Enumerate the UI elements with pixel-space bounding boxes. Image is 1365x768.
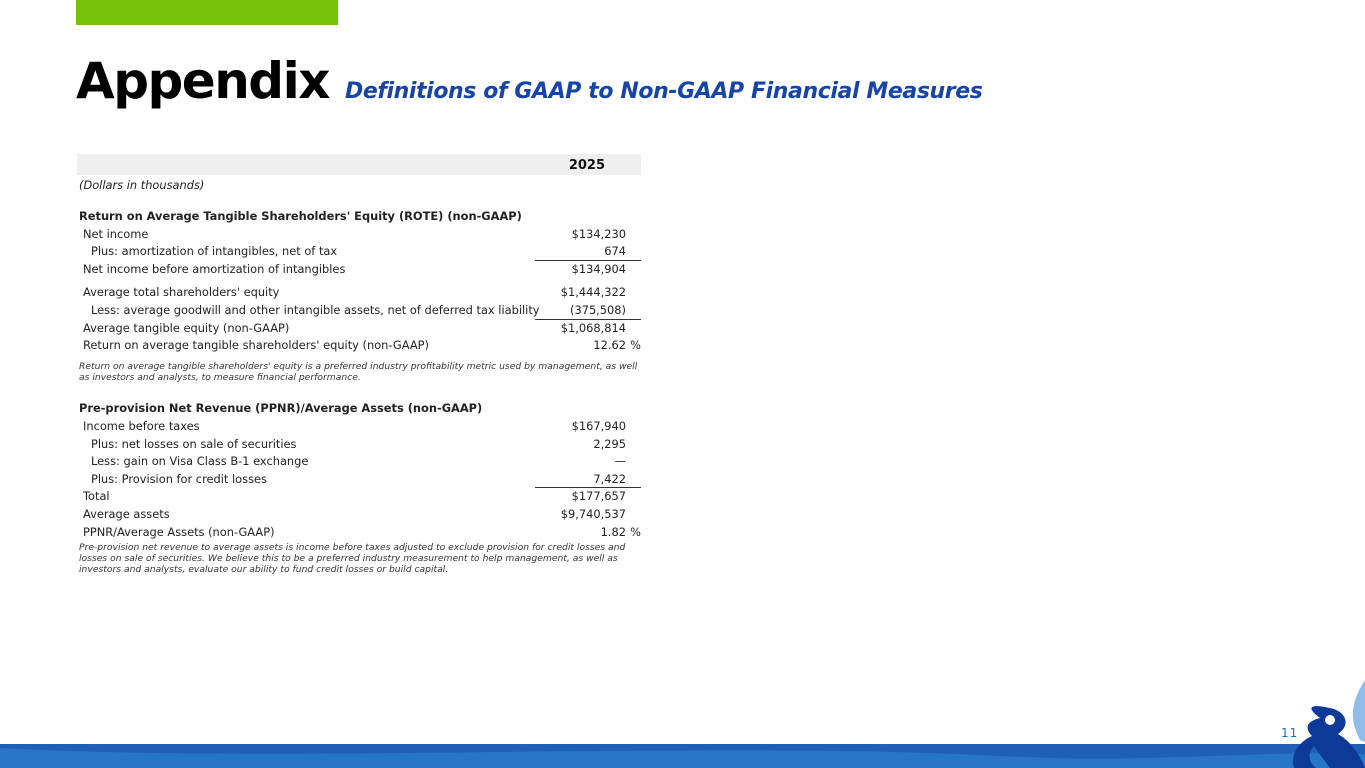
page-number: 11 xyxy=(1281,726,1299,740)
row-label: Net income xyxy=(83,226,149,241)
column-header-year: 2025 xyxy=(568,158,605,173)
units-note: (Dollars in thousands) xyxy=(79,178,205,192)
ppnr-heading: Pre-provision Net Revenue (PPNR)/Average Assets (non-GAAP) xyxy=(79,401,483,416)
row-value: — xyxy=(614,454,626,469)
row-label: Plus: net losses on sale of securities xyxy=(91,436,297,451)
row-value: $1,068,814 xyxy=(560,320,626,335)
table-row xyxy=(77,261,641,279)
accent-bar xyxy=(76,0,338,25)
row-label: Average tangible equity (non-GAAP) xyxy=(83,320,290,335)
title-subtitle: Definitions of GAAP to Non-GAAP Financial Measures xyxy=(344,79,983,104)
row-value: $1,444,322 xyxy=(560,285,626,300)
financial-table xyxy=(77,154,641,575)
table-row xyxy=(77,524,641,542)
ppnr-footnote: Pre-provision net revenue to average assets is income before taxes adjusted to exclude provision for credit losses and losses on sale of securities. We believe this to be a preferred industry measurement to help management, as well as investors and analysts, evaluate our ability to fund credit losses or build capital. xyxy=(79,542,626,575)
row-value: 1.82 xyxy=(600,524,626,539)
row-label: Plus: amortization of intangibles, net of tax xyxy=(91,244,338,259)
row-label: Income before taxes xyxy=(83,418,200,433)
row-value: 2,295 xyxy=(593,436,626,451)
ppnr-heading-row xyxy=(77,400,641,418)
row-label: Total xyxy=(83,489,110,504)
table-row xyxy=(77,226,641,244)
row-value: 674 xyxy=(604,244,626,259)
table-row xyxy=(77,506,641,524)
row-label: Less: average goodwill and other intangible assets, net of deferred tax liability xyxy=(91,302,540,317)
table-row xyxy=(77,488,641,506)
row-value: $167,940 xyxy=(571,418,626,433)
row-value: (375,508) xyxy=(570,302,626,317)
table-row xyxy=(77,337,641,355)
row-value: 12.62 xyxy=(593,338,626,353)
row-value: $134,904 xyxy=(571,261,626,276)
row-label: Less: gain on Visa Class B-1 exchange xyxy=(91,454,309,469)
row-label: PPNR/Average Assets (non-GAAP) xyxy=(83,524,275,539)
rote-heading-row xyxy=(77,208,641,226)
rote-footnote: Return on average tangible shareholders' equity is a preferred industry profitability metric used by management, as well as investors and analysts, to measure financial performance. xyxy=(79,360,638,383)
table-row xyxy=(77,243,641,261)
table-row xyxy=(77,302,641,320)
table-row xyxy=(77,320,641,338)
percent-sign: % xyxy=(630,338,641,353)
table-row xyxy=(77,284,641,302)
table-row xyxy=(77,453,641,471)
row-label: Average assets xyxy=(83,506,170,521)
page-title xyxy=(76,52,982,110)
column-header xyxy=(77,154,641,175)
title-main: Appendix xyxy=(76,52,329,110)
row-value: $177,657 xyxy=(571,489,626,504)
row-value: $9,740,537 xyxy=(560,506,626,521)
row-label: Return on average tangible shareholders' equity (non-GAAP) xyxy=(83,338,429,353)
percent-sign: % xyxy=(630,524,641,539)
table-row xyxy=(77,436,641,454)
table-row xyxy=(77,471,641,489)
brand-ampersand-icon xyxy=(1290,670,1365,768)
row-value: $134,230 xyxy=(571,226,626,241)
row-value: 7,422 xyxy=(593,471,626,486)
row-label: Net income before amortization of intangibles xyxy=(83,261,346,276)
row-label: Plus: Provision for credit losses xyxy=(91,471,267,486)
footer-band xyxy=(0,744,1365,768)
table-row xyxy=(77,418,641,436)
rote-heading: Return on Average Tangible Shareholders' Equity (ROTE) (non-GAAP) xyxy=(79,209,522,223)
row-label: Average total shareholders' equity xyxy=(83,285,280,300)
